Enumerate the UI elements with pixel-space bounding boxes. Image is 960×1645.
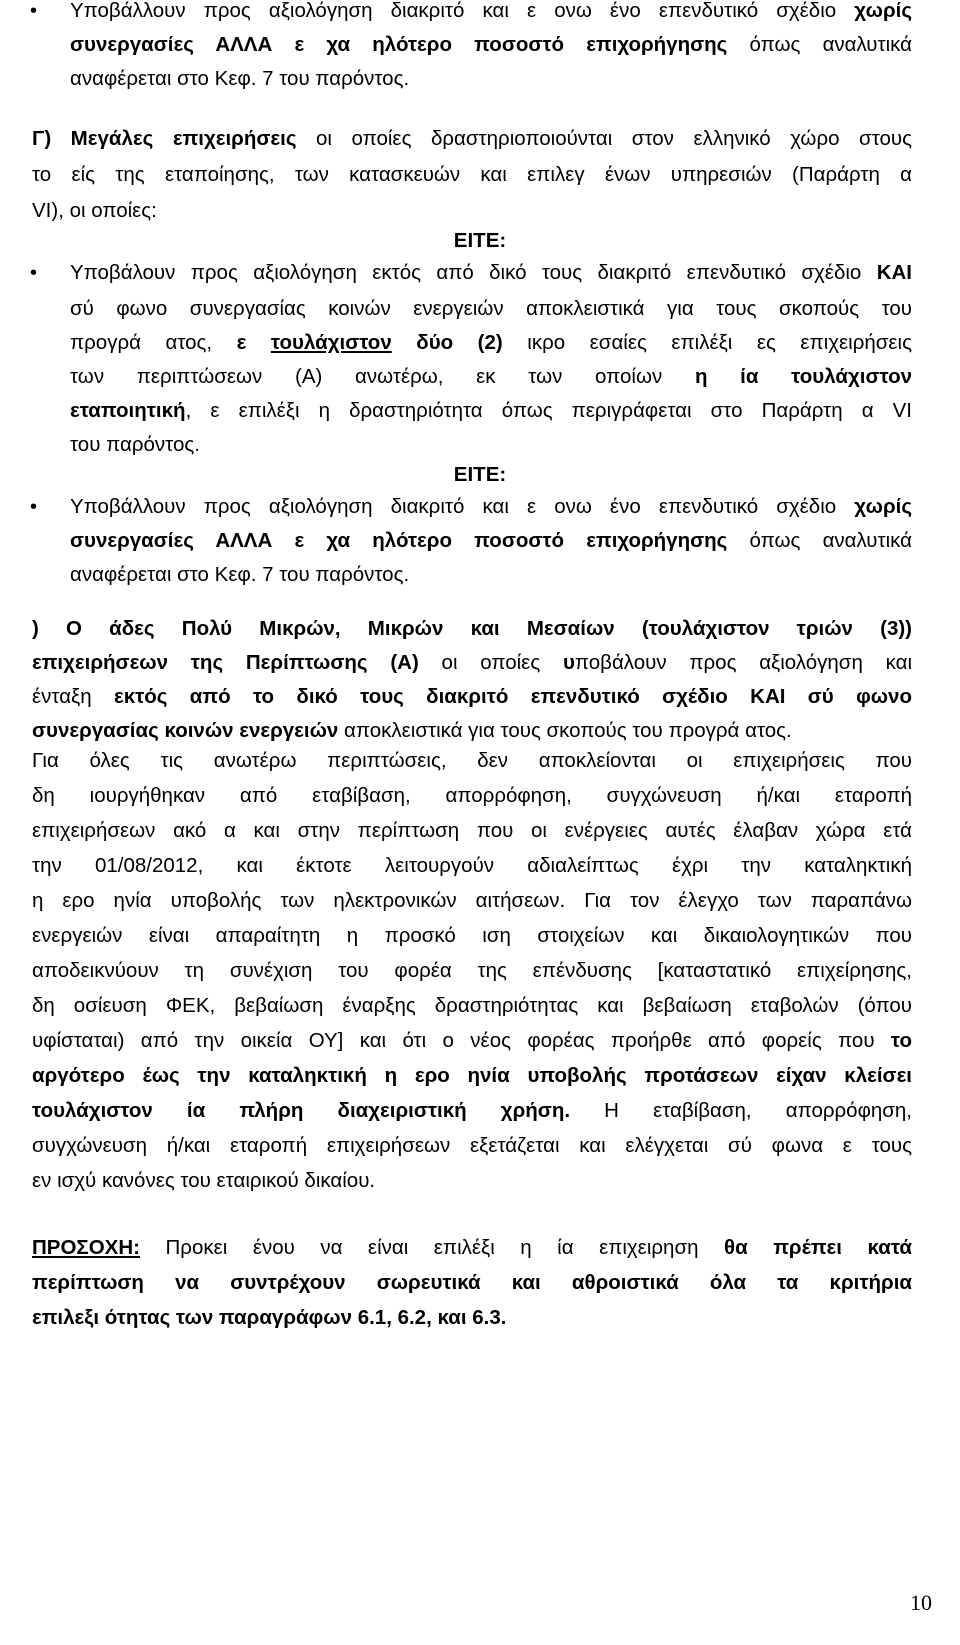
text-run: Υποβάλλουν προς αξιολόγηση διακριτό και ε ονω ένο επενδυτικό σχέδιο [70,0,855,22]
text-run: , ε επιλέξι η δραστηριότητα όπως περιγράφεται στο Παράρτη α VI [185,399,912,422]
text-run: σύ φωνο συνεργασίας κοινών ενεργειών αποκλειστικά για τους σκοπούς του [70,297,912,320]
text-run: αναφέρεται στο Κεφ. 7 του παρόντος. [70,67,410,90]
text-line [32,1233,912,1263]
bullet-dot: • [30,0,38,22]
text-run: την 01/08/2012, και έκτοτε λειτουργούν αδιαλείπτως έχρι την καταληκτική [32,854,912,877]
text-line [32,1061,912,1091]
bold-underlined-text-run: τουλάχιστον [270,331,392,354]
text-run: Υποβάλουν προς αξιολόγηση εκτός από δικό τους διακριτό επενδυτικό σχέδιο [70,261,877,284]
bold-text-run: αργότερο έως την καταληκτική η ερο ηνία υποβολής προτάσεων είχαν κλείσει [32,1064,912,1087]
text-line [32,160,912,190]
text-run: συγχώνευση ή/και εταροπή επιχειρήσεων εξετάζεται και ελέγχεται σύ φωνα ε τους [32,1134,912,1157]
text-line [70,362,912,392]
bold-text-run: χωρίς [854,495,912,518]
text-run: του παρόντος. [70,433,200,456]
text-run: Η εταβίβαση, απορρόφηση, [570,1099,913,1122]
text-run: το είς της εταποίησης, των κατασκευών και επιλεγ ένων υπηρεσιών (Παράρτη α [32,163,912,186]
bold-text-run: θα πρέπει κατά [724,1236,912,1259]
text-run: εν ισχύ κανόνες του εταιρικού δικαίου. [32,1169,376,1192]
text-line [32,781,912,811]
text-run: δη οσίευση ΦΕΚ, βεβαίωση έναρξης δραστηριότητας και βεβαίωση εταβολών (όπου [32,994,912,1017]
text-line [32,1026,912,1056]
text-line [32,124,912,154]
text-line [32,648,912,678]
text-run: οι οποίες δραστηριοποιούνται στον ελληνικό χώρο στους [296,127,912,150]
text-line [70,0,912,26]
text-line [32,1166,912,1196]
eite-label: ΕΙΤΕ: [453,463,507,486]
text-line [32,991,912,1021]
text-line [32,716,912,746]
text-run: η ερο ηνία υποβολής των ηλεκτρονικών αιτήσεων. Για τον έλεγχο των παραπάνω [32,889,912,912]
text-run: αποκλειστικά για τους σκοπούς του προγρά ατος. [338,719,792,742]
bold-text-run: το [890,1029,912,1052]
text-line [32,196,912,226]
bold-text-run: περίπτωση να συντρέχουν σωρευτικά και αθροιστικά όλα τα κριτήρια [32,1271,912,1294]
text-line [32,614,912,644]
text-run: Υποβάλλουν προς αξιολόγηση διακριτό και ε ονω ένο επενδυτικό σχέδιο [70,495,855,518]
text-line [70,30,912,60]
eite-label: ΕΙΤΕ: [453,229,507,252]
text-line [32,851,912,881]
text-line [32,1268,912,1298]
bold-text-run: επιλεξι ότητας των παραγράφων 6.1, 6.2, και 6.3. [32,1306,507,1329]
text-run: οι οποίες [418,651,563,674]
bullet-dot: • [30,496,38,518]
text-run: προγρά ατος, [70,331,237,354]
bold-text-run: ) Ο άδες Πολύ Μικρών, Μικρών και Μεσαίων (τουλάχιστον τριών (3)) [32,617,912,640]
bold-text-run: χωρίς [854,0,912,22]
text-run: Για όλες τις ανωτέρω περιπτώσεις, δεν αποκλείονται οι επιχειρήσεις που [32,749,912,772]
text-line [70,294,912,324]
text-line [70,526,912,556]
text-run: δη ιουργήθηκαν από εταβίβαση, απορρόφηση, συγχώνευση ή/και εταροπή [32,784,912,807]
text-line [70,258,912,288]
bold-text-run: δύο (2) [391,331,503,354]
text-line [32,1303,912,1333]
bold-text-run: εταποιητική [70,399,186,422]
bold-text-run: ε [236,331,271,354]
text-line [70,328,912,358]
text-line [70,64,912,94]
text-run: VI), οι οποίες: [32,199,157,222]
text-run: όπως αναλυτικά [727,529,912,552]
bold-underlined-text-run: ΠΡΟΣΟΧΗ: [32,1236,140,1259]
bold-text-run: επιχειρήσεων της Περίπτωσης (Α) [32,651,419,674]
bullet-dot: • [30,262,38,284]
bold-text-run: συνεργασίες ΑΛΛΑ ε χα ηλότερο ποσοστό επιχορήγησης [70,33,728,56]
bold-text-run: συνεργασίας κοινών ενεργειών [32,719,339,742]
text-line [32,1096,912,1126]
text-run: ενεργειών είναι απαραίτητη η προσκό ιση στοιχείων και δικαιολογητικών που [32,924,912,947]
bold-text-run: συνεργασίες ΑΛΛΑ ε χα ηλότερο ποσοστό επιχορήγησης [70,529,728,552]
text-run: ικρο εσαίες επιλέξι ες επιχειρήσεις [502,331,912,354]
bold-text-run: ΚΑΙ [876,261,912,284]
text-line [32,816,912,846]
text-line [70,396,912,426]
text-line [70,492,912,522]
text-run: ένταξη [32,685,114,708]
text-line [32,682,912,712]
text-line [32,956,912,986]
text-run: Προκει ένου να είναι επιλέξι η ία επιχειρηση [139,1236,725,1259]
text-line [70,560,912,590]
text-run: όπως αναλυτικά [727,33,912,56]
page-number: 10 [910,1590,932,1615]
text-line [32,921,912,951]
text-line [32,886,912,916]
text-run: επιχειρήσεων ακό α και στην περίπτωση που οι ενέργειες αυτές έλαβαν χώρα ετά [32,819,912,842]
text-run: ποβάλουν προς αξιολόγηση και [574,651,913,674]
text-line [70,430,912,460]
bold-text-run: τουλάχιστον ία πλήρη διαχειριστική χρήση. [32,1099,571,1122]
text-run: αποδεικνύουν τη συνέχιση του φορέα της επένδυσης [καταστατικό επιχείρησης, [32,959,912,982]
bold-text-run: εκτός από το δικό τους διακριτό επενδυτικό σχέδιο ΚΑΙ σύ φωνο [113,685,912,708]
bold-text-run: υ [562,651,575,674]
text-line [32,1131,912,1161]
text-run: αναφέρεται στο Κεφ. 7 του παρόντος. [70,563,410,586]
text-run: υφίσταται) από την οικεία ΟΥ] και ότι ο νέος φορέας προήρθε από φορείς που [32,1029,891,1052]
text-run: των περιπτώσεων (Α) ανωτέρω, εκ των οποίων [70,365,695,388]
bold-text-run: Γ) Μεγάλες επιχειρήσεις [32,127,297,150]
bold-text-run: η ία τουλάχιστον [694,365,912,388]
text-line [32,746,912,776]
